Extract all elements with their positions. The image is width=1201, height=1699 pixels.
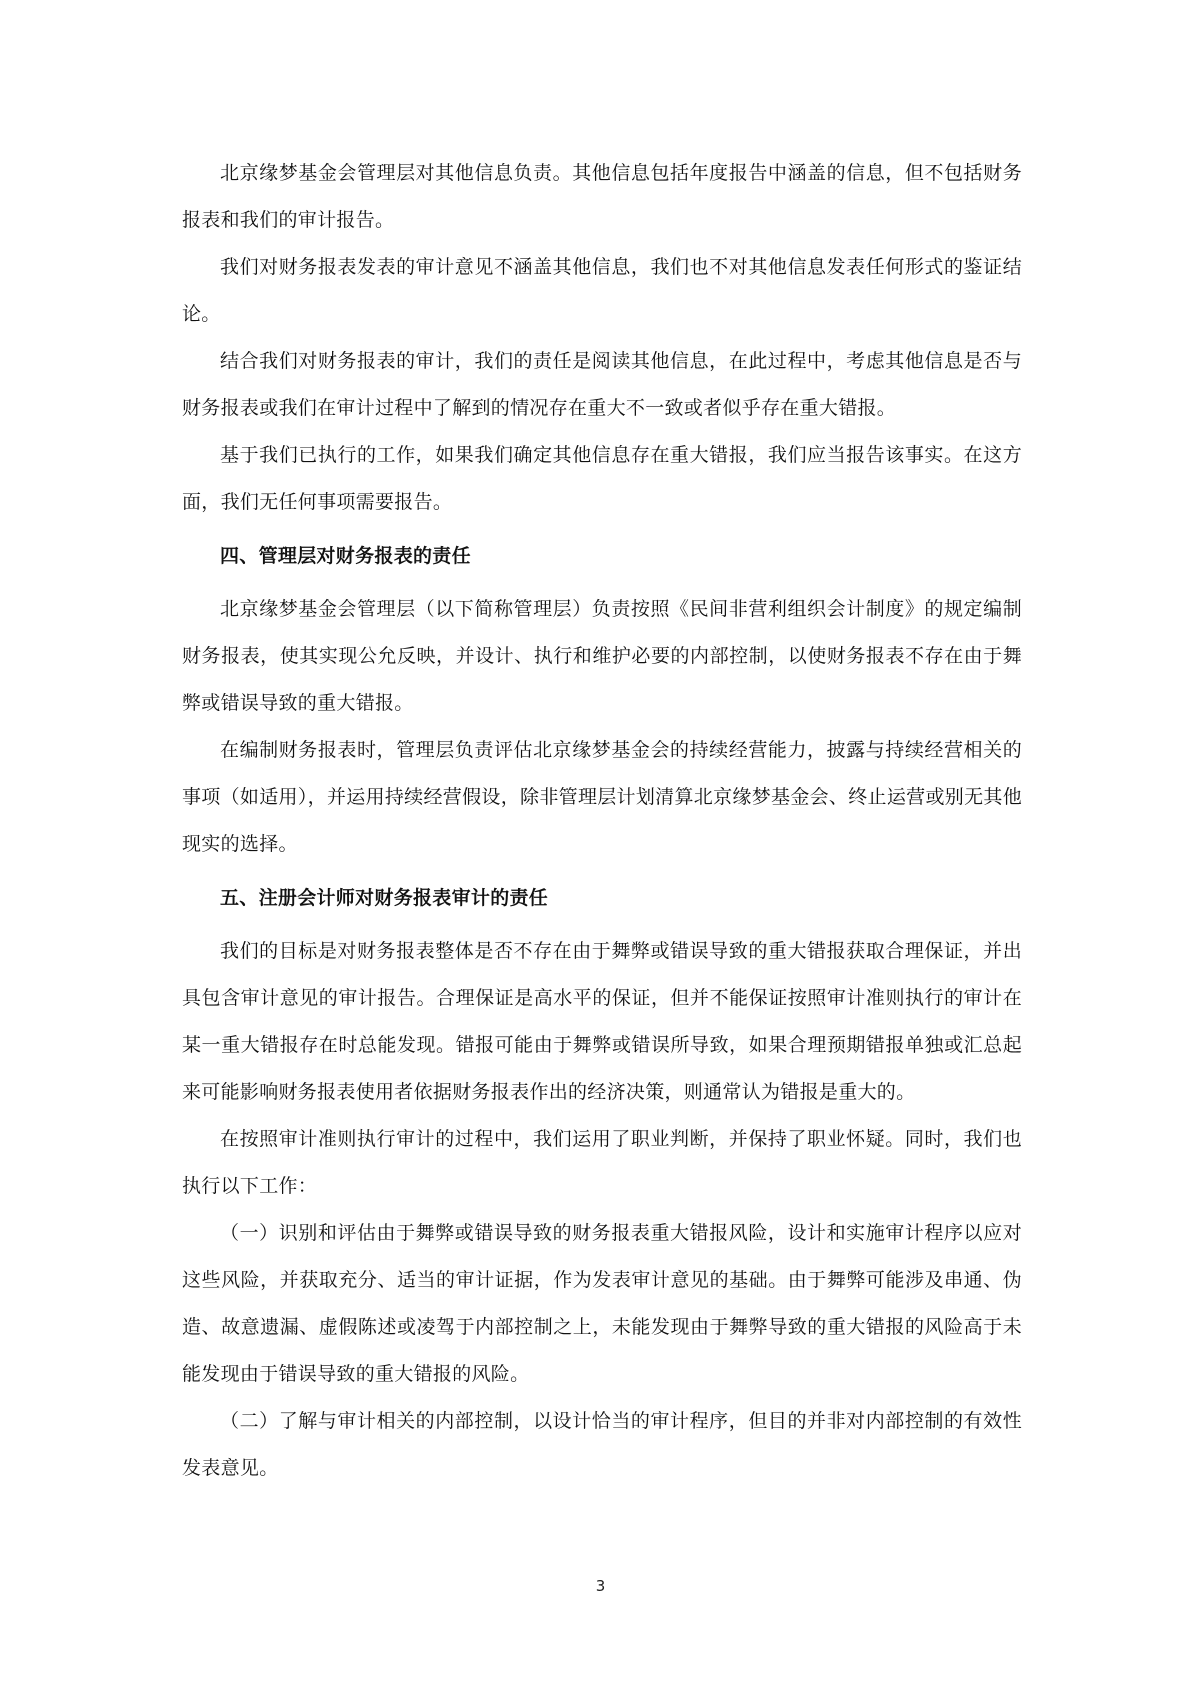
paragraph-opinion-scope: 我们对财务报表发表的审计意见不涵盖其他信息，我们也不对其他信息发表任何形式的鉴证结论。: [182, 256, 1022, 325]
paragraph-management-preparation: 北京缘梦基金会管理层（以下简称管理层）负责按照《民间非营利组织会计制度》的规定编制财务报表，使其实现公允反映，并设计、执行和维护必要的内部控制，以使财务报表不存在由于舞弊或错误导致的重大错报。: [182, 598, 1022, 714]
paragraph-going-concern: 在编制财务报表时，管理层负责评估北京缘梦基金会的持续经营能力，披露与持续经营相关的事项（如适用），并运用持续经营假设，除非管理层计划清算北京缘梦基金会、终止运营或别无其他现实的选择。: [182, 739, 1022, 855]
document-body: [182, 150, 1022, 1492]
paragraph-reading-responsibility: 结合我们对财务报表的审计，我们的责任是阅读其他信息，在此过程中，考虑其他信息是否与财务报表或我们在审计过程中了解到的情况存在重大不一致或者似乎存在重大错报。: [182, 350, 1022, 419]
section-heading-management-responsibility: 四、管理层对财务报表的责任: [220, 545, 471, 567]
list-item-internal-control: （二）了解与审计相关的内部控制，以设计恰当的审计程序，但目的并非对内部控制的有效性发表意见。: [182, 1410, 1022, 1479]
paragraph-other-info-responsibility: 北京缘梦基金会管理层对其他信息负责。其他信息包括年度报告中涵盖的信息，但不包括财务报表和我们的审计报告。: [182, 162, 1022, 231]
paragraph-reporting-conclusion: 基于我们已执行的工作，如果我们确定其他信息存在重大错报，我们应当报告该事实。在这方面，我们无任何事项需要报告。: [182, 444, 1022, 513]
page-number: 3: [595, 1577, 606, 1595]
list-item-risk-assessment: （一）识别和评估由于舞弊或错误导致的财务报表重大错报风险，设计和实施审计程序以应对这些风险，并获取充分、适当的审计证据，作为发表审计意见的基础。由于舞弊可能涉及串通、伪造、故意遗漏、虚假陈述或凌驾于内部控制之上，未能发现由于舞弊导致的重大错报的风险高于未能发现由于错误导致的重大错报的风险。: [182, 1222, 1022, 1385]
paragraph-audit-objective: 我们的目标是对财务报表整体是否不存在由于舞弊或错误导致的重大错报获取合理保证，并出具包含审计意见的审计报告。合理保证是高水平的保证，但并不能保证按照审计准则执行的审计在某一重大错报存在时总能发现。错报可能由于舞弊或错误所导致，如果合理预期错报单独或汇总起来可能影响财务报表使用者依据财务报表作出的经济决策，则通常认为错报是重大的。: [182, 940, 1022, 1103]
paragraph-professional-judgment: 在按照审计准则执行审计的过程中，我们运用了职业判断，并保持了职业怀疑。同时，我们也执行以下工作：: [182, 1128, 1022, 1197]
section-heading-auditor-responsibility: 五、注册会计师对财务报表审计的责任: [220, 887, 549, 909]
